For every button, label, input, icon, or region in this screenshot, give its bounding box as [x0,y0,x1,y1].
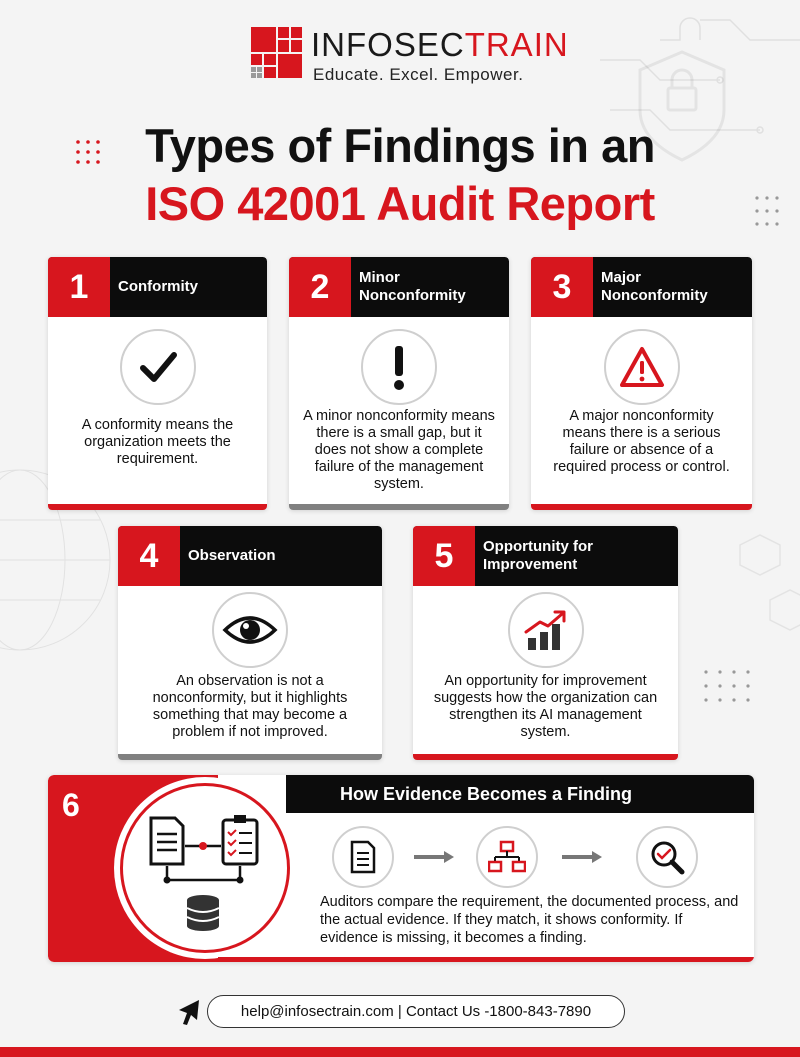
page-title-line1: Types of Findings in an [145,119,655,172]
logo-grid-icon [251,27,303,79]
flow-document-circle [332,826,394,888]
evidence-title: How Evidence Becomes a Finding [339,783,633,804]
card-title: Conformity [118,278,198,295]
cursor-pointer-icon [175,998,201,1026]
magnifier-icon [649,839,685,875]
flowchart-icon [488,840,526,874]
document-icon [348,840,378,874]
finding-card-conformity [48,257,267,510]
card-number: 1 [48,257,110,317]
flow-flowchart-circle [476,826,538,888]
card-bottom-bar [118,754,382,760]
arrow-right-icon [562,850,604,864]
finding-card-major-nonconformity [531,257,752,510]
card-number: 4 [118,526,180,586]
evidence-process-illustration [123,786,287,950]
card-title: Opportunity for Improvement [483,538,593,573]
database-icon [187,895,219,931]
card-bottom-bar [48,504,267,510]
finding-card-opportunity-for-improvement [413,526,678,760]
card-description: An observation is not a nonconformity, but it highlights something that may become a problem if not improved. [152,673,348,740]
brand-tagline: Educate. Excel. Empower. [313,65,524,84]
checkmark-icon [135,344,181,390]
brand-logo [251,26,569,84]
card-title: Minor Nonconformity [359,269,466,304]
card-icon-circle [604,329,680,405]
card-description: A major nonconformity means there is a serious failure or absence of a required process or control. [553,408,730,475]
warning-triangle-icon [618,345,666,389]
card-title: Major Nonconformity [601,269,708,304]
card-description: A conformity means the organization meets the requirement. [81,417,234,467]
card-description: A minor nonconformity means there is a small gap, but it does not show a complete failure of the management system. [303,408,495,492]
card-icon-circle [120,329,196,405]
card-number: 2 [289,257,351,317]
card-bottom-bar [413,754,678,760]
document-icon [151,818,183,864]
brand-name: INFOSECTRAIN [311,26,569,63]
card-description: An opportunity for improvement suggests how the organization can strengthen its AI management system. [433,673,658,740]
evidence-description: Auditors compare the requirement, the documented process, and the actual evidence. If they match, it shows conformity. If evidence is missing, it becomes a finding. [320,894,739,946]
arrow-right-icon [414,850,456,864]
card-bottom-bar [531,504,752,510]
card-icon-circle [361,329,437,405]
evidence-number: 6 [62,787,80,823]
eye-icon [222,612,278,648]
card-number: 3 [531,257,593,317]
contact-info-pill[interactable]: help@infosectrain.com | Contact Us -1800-843-7890 [207,995,625,1028]
evidence-bottom-bar [218,957,754,962]
footer-bar [0,1047,800,1057]
checklist-icon [223,815,257,864]
page-title-line2: ISO 42001 Audit Report [145,177,655,230]
card-icon-circle [212,592,288,668]
finding-card-minor-nonconformity [289,257,509,510]
growth-chart-icon [522,608,570,652]
finding-card-observation [118,526,382,760]
card-bottom-bar [289,504,509,510]
card-title: Observation [188,547,276,564]
flow-magnifier-circle [636,826,698,888]
evidence-illustration-circle [120,783,290,953]
card-number: 5 [413,526,475,586]
card-icon-circle [508,592,584,668]
evidence-section [48,775,754,962]
exclamation-icon [389,342,409,392]
